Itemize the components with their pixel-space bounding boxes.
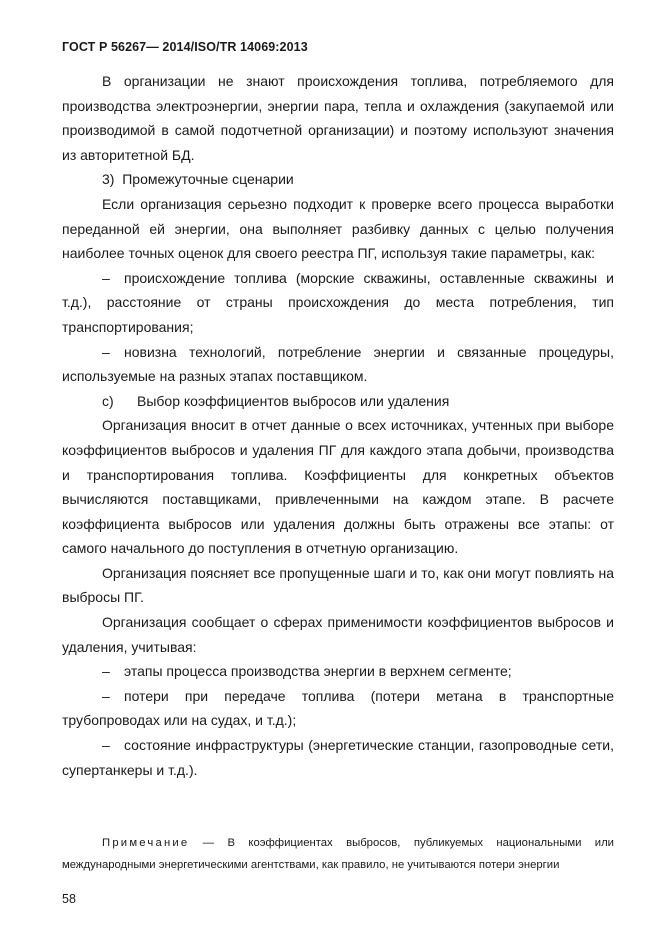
subheading-intermediate-scenarios: 3) Промежуточные сценарии	[102, 171, 294, 188]
note-label: Примечание	[102, 837, 190, 849]
note	[62, 832, 614, 876]
list-dash: –	[102, 687, 110, 704]
page-number: 58	[62, 892, 76, 906]
paragraph-missing-steps: Организация поясняет все пропущенные шаги и то, как они могут повлиять на выбросы ПГ.	[62, 564, 614, 606]
list-item: – потери при передаче топлива (потери метана в транспортные трубопроводах или на судах, и т.д.);	[62, 684, 614, 733]
paragraph-fuel-origin-unknown: В организации не знают происхождения топлива, потребляемого для производства электроэнергии, энергии пара, тепла и охлаждения (закупаемой или производимой в самой подотчетной организации) и поэтому используют значения из авторитетной БД.	[62, 73, 614, 163]
note-separator: —	[189, 837, 228, 849]
document-header: ГОСТ Р 56267— 2014/ISO/TR 14069:2013	[62, 40, 308, 54]
document-body	[62, 69, 614, 782]
note-text: В коэффициентах выбросов, публикуемых национальными или международными энергетическими агентствами, как правило, не учитываются потери энергии	[62, 837, 614, 871]
subheading-emission-factor-selection: c) Выбор коэффициентов выбросов или удаления	[102, 392, 450, 409]
paragraph-report-sources: Организация вносит в отчет данные о всех источниках, учтенных при выборе коэффициентов выбросов и удаления ПГ для каждого этапа добычи, производства и транспортирования топлива. Коэффициенты для конкретных объектов вычисляются поставщиками, привлеченными на каждом этапе. В расчете коэффициента выбросов или удаления должны быть отражены все этапы: от самого начального до поступления в отчетную организацию.	[62, 417, 614, 557]
paragraph-applicability: Организация сообщает о сферах применимости коэффициентов выбросов и удаления, учитывая:	[62, 614, 614, 655]
paragraph-detailed-breakdown: Если организация серьезно подходит к проверке всего процесса выработки переданной ей энергии, она выполняет разбивку данных с целью получения наиболее точных оценок для своего реестра ПГ, используя такие параметры, как:	[62, 195, 614, 262]
list-item: – новизна технологий, потребление энергии и связанные процедуры, используемые на разных этапах поставщиком.	[62, 340, 614, 389]
list-dash: –	[102, 343, 110, 360]
list-dash: –	[102, 663, 110, 680]
list-item: – происхождение топлива (морские скважины, оставленные скважины и т.д.), расстояние от страны происхождения до места потребления, тип транспортирования;	[62, 266, 614, 340]
list-dash: –	[102, 269, 110, 286]
list-item: – этапы процесса производства энергии в верхнем сегменте;	[62, 659, 614, 684]
list-item: – состояние инфраструктуры (энергетические станции, газопроводные сети, супертанкеры и т.д.).	[62, 733, 614, 782]
list-dash: –	[102, 737, 110, 754]
